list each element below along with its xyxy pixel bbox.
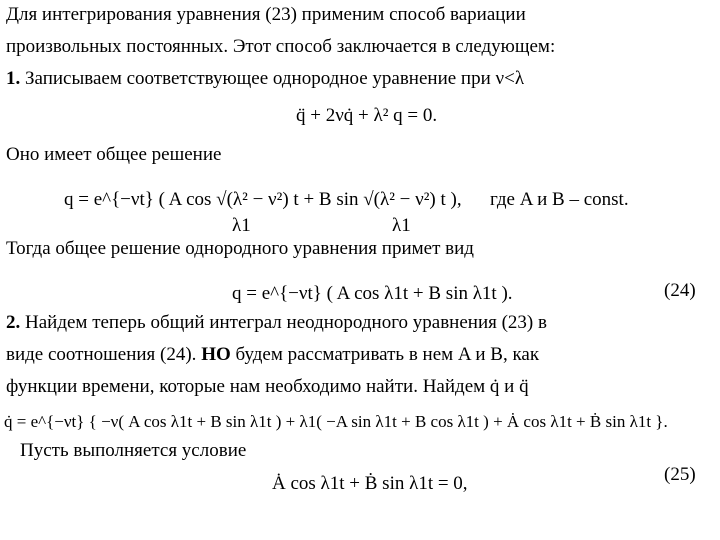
text-fragment: Записываем соответствующее однородное уравнение при ν<λ [20, 68, 525, 89]
text-line: произвольных постоянных. Этот способ заключается в следующем: [6, 36, 556, 57]
equation-homogeneous [296, 104, 437, 128]
under-label: λ1 [232, 215, 251, 236]
equation-text: q̇ = e^{−νt} { −ν( A cos λ1t + B sin λ1t ) + λ1( −A sin λ1t + B cos λ1t ) + Ȧ cos λ1t + Ḃ sin λ1t }. [4, 412, 668, 431]
emphasis-text: НО [201, 344, 231, 365]
text-line: Тогда общее решение однородного уравнения примет вид [6, 238, 474, 259]
equation-24 [232, 282, 513, 306]
text-line: функции времени, которые нам необходимо найти. Найдем q̇ и q̈ [6, 376, 529, 397]
equation-general-solution [64, 188, 462, 212]
text-line [6, 68, 524, 90]
equation-number: (25) [664, 464, 696, 485]
text-line: Пусть выполняется условие [20, 440, 247, 461]
equation-note: где A и B – const. [490, 189, 629, 210]
text-line [6, 344, 539, 366]
item-number: 1. [6, 68, 21, 89]
text-line [6, 312, 547, 334]
item-number: 2. [6, 312, 21, 333]
text-line: Оно имеет общее решение [6, 144, 222, 165]
text-line: Для интегрирования уравнения (23) применим способ вариации [6, 4, 526, 25]
text-fragment: будем рассматривать в нем A и B, как [230, 344, 540, 365]
equation-text: q = e^{−νt} ( A cos √(λ² − ν²) t + B sin √(λ² − ν²) t ), [64, 189, 462, 210]
equation-text: q̈ + 2νq̇ + λ² q = 0. [296, 105, 438, 126]
text-fragment: виде соотношения (24). [6, 344, 202, 365]
text-fragment: Найдем теперь общий интеграл неоднородного уравнения (23) в [20, 312, 547, 333]
equation-derivative [4, 410, 668, 434]
equation-25 [272, 472, 468, 496]
under-label: λ1 [392, 215, 411, 236]
equation-text: Ȧ cos λ1t + Ḃ sin λ1t = 0, [272, 473, 468, 494]
equation-number: (24) [664, 280, 696, 301]
equation-text: q = e^{−νt} ( A cos λ1t + B sin λ1t ). [232, 283, 513, 304]
